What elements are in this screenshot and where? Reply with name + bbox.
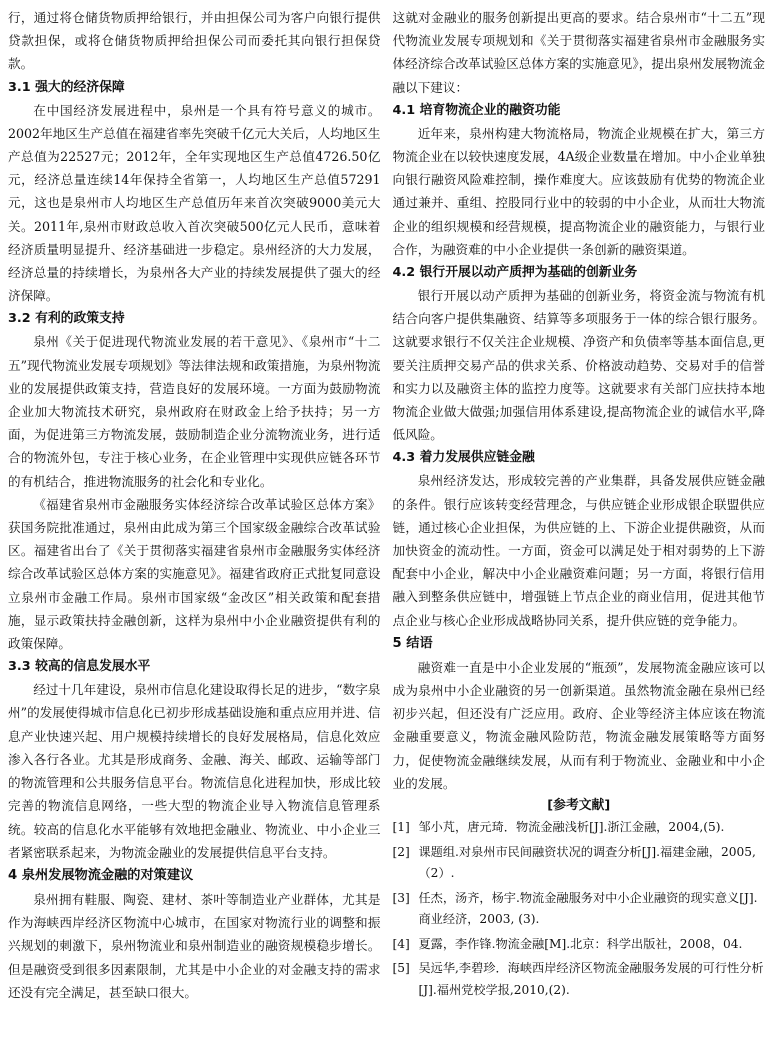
section-4-2-paragraph: 银行开展以动产质押为基础的创新业务，将资金流与物流有机结合向客户提供集融资、结算等多项服务于一体的综合银行服务。这就要求银行不仅关注企业规模、净资产和负债率等基本面信息,更要关注质押交易产品的供求关系、价格波动趋势、交易对手的信誉和实力以及融资主体的监控力度等。这就要求有关部门应扶持本地物流企业做大做强;加强信用体系建设,提高物流企业的诚信水平,降低风险。 xyxy=(392,288,765,443)
references-heading: [参考文献] xyxy=(547,798,611,814)
reference-number: [2] xyxy=(392,844,410,859)
section-3-1-heading: 3.1 强大的经济保障 xyxy=(8,79,125,95)
section-5-paragraph: 融资难一直是中小企业发展的“瓶颈”，发展物流金融应该可以成为泉州中小企业融资的另一创新渠道。虽然物流金融在泉州已经初步兴起，但还没有广泛应用。政府、企业等经济主体应该在物流金融重要意义，物流金融风险防范，物流金融发展策略等方面努力，促使物流金融继续发展，从而有利于物流业、金融业和中小企业的发展。 xyxy=(392,659,765,791)
reference-item xyxy=(393,842,766,885)
reference-item xyxy=(393,817,766,839)
paragraph-continued: 这就对金融业的服务创新提出更高的要求。结合泉州市“十二五”现代物流业发展专项规划和《关于贯彻落实福建省泉州市金融服务实体经济综合改革试验区总体方案的实施意见》，提出泉州发展物流金融以下建议： xyxy=(392,10,765,95)
section-3-2-paragraph-1: 泉州《关于促进现代物流业发展的若干意见》、《泉州市“十二五”现代物流业发展专项规划》等法律法规和政策措施，为泉州物流业的发展提供政策支持，营造良好的发展环境。一方面为鼓励物流企业加大物流技术研究，泉州政府在财政金上给予扶持；另一方面，为促进第三方物流发展，鼓励制造企业分流物流业务，进行适合的物流外包，专注于核心业务，在企业管理中实现供应链各环节的有机结合，推进物流服务的社会化和专业化。 xyxy=(8,334,381,489)
paragraph-continued: 行，通过将仓储货物质押给银行，并由担保公司为客户向银行提供贷款担保，或将仓储货物质押给担保公司而委托其向银行担保贷款。 xyxy=(8,10,381,72)
reference-number: [4] xyxy=(392,936,410,951)
section-4-heading: 4 泉州发展物流金融的对策建议 xyxy=(8,867,194,883)
section-4-3-heading: 4.3 着力发展供应链金融 xyxy=(392,450,535,466)
right-column xyxy=(393,6,766,1046)
references-list xyxy=(393,817,766,1001)
reference-text: 邹小芃，唐元琦．物流金融浅析[J].浙江金融，2004,(5). xyxy=(418,820,725,835)
reference-text: 吴远华,李碧珍．海峡西岸经济区物流金融服务发展的可行性分析[J].福州党校学报,2010,(2). xyxy=(418,961,764,997)
reference-text: 任杰，汤齐，杨宇.物流金融服务对中小企业融资的现实意义[J].商业经济，2003, (3). xyxy=(418,890,758,927)
reference-text: 课题组.对泉州市民间融资状况的调查分析[J].福建金融，2005,（2）. xyxy=(418,844,756,881)
reference-number: [1] xyxy=(392,820,410,835)
section-4-paragraph: 泉州拥有鞋服、陶瓷、建材、茶叶等制造业产业群体，尤其是作为海峡西岸经济区物流中心城市，在国家对物流行业的调整和振兴规划的刺激下，泉州物流业和泉州制造业的融资规模稳步增长。但是融资受到很多因素限制，尤其是中小企业的对金融支持的需求还没有完全满足，甚至缺口很大。 xyxy=(8,891,381,1000)
section-3-2-heading: 3.2 有利的政策支持 xyxy=(8,311,125,327)
reference-number: [3] xyxy=(392,890,410,905)
section-3-1-paragraph: 在中国经济发展进程中，泉州是一个具有符号意义的城市。2002年地区生产总值在福建省率先突破千亿元大关后，人均地区生产总值为22527元；2012年，全年实现地区生产总值4726.50亿元，经济总量连续14年保持全省第一，人均地区生产总值57291元，这也是泉州市人均地区生产总值历年来首次突破9000美元大关。2011年,泉州市财政总收入首次突破500亿元人民币，意味着经济质量明显提升、经济基础进一步稳定。泉州经济的大力发展，经济总量的持续增长，为泉州各大产业的持续发展提供了强大的经济保障。 xyxy=(8,102,381,304)
reference-text: 夏露，李作锋.物流金融[M].北京：科学出版社，2008，04. xyxy=(418,936,743,951)
section-3-3-paragraph: 经过十几年建设，泉州市信息化建设取得长足的进步，“数字泉州”的发展使得城市信息化已初步形成基础设施和重点应用并进、信息产业快速兴起、用户规模持续增长的良好发展格局，信息化效应渗入各行各业。尤其是形成商务、金融、海关、邮政、运输等部门的物流管理和公共服务信息平台。物流信息化进程加快，形成比较完善的物流信息网络，一些大型的物流企业导入物流信息管理系统。较高的信息化水平能够有效地把金融业、物流业、中小企业三者紧密联系起来，为物流金融业的发展提供信息平台支持。 xyxy=(8,682,381,860)
left-column xyxy=(8,6,381,1046)
section-5-heading: 5 结语 xyxy=(392,635,433,651)
section-4-1-paragraph: 近年来，泉州构建大物流格局，物流企业规模在扩大，第三方物流企业在以较快速度发展，4A级企业数量在增加。中小企业单独向银行融资风险难控制，操作难度大。应该鼓励有优势的物流企业通过兼并、重组、控股同行业中的较弱的中小企业，从而壮大物流企业的组织规模和经营规模，提高物流企业的融资能力，与银行业合作，为融资难的中小企业提供一条创新的融资渠道。 xyxy=(392,125,765,257)
reference-item xyxy=(393,958,766,1001)
reference-item xyxy=(393,934,766,956)
reference-number: [5] xyxy=(392,961,410,976)
section-3-2-paragraph-2: 《福建省泉州市金融服务实体经济综合改革试验区总体方案》获国务院批准通过，泉州由此成为第三个国家级金融综合改革试验区。福建省出台了《关于贯彻落实福建省泉州市金融服务实体经济综合改革试验区总体方案的实施意见》。福建省政府正式批复同意设立泉州市金融工作局。泉州市国家级“金改区”相关政策和配套措施，显示政策扶持金融创新，这样为泉州中小企业融资提供有利的政策保障。 xyxy=(8,496,381,652)
reference-item xyxy=(393,888,766,931)
section-4-1-heading: 4.1 培育物流企业的融资功能 xyxy=(392,102,561,118)
section-3-3-heading: 3.3 较高的信息发展水平 xyxy=(8,659,151,675)
section-4-3-paragraph: 泉州经济发达，形成较完善的产业集群，具备发展供应链金融的条件。银行应该转变经营理念，与供应链企业形成银企联盟供应链，通过核心企业担保，为供应链的上、下游企业提供融资，从而加快资金的流动性。一方面，资金可以满足处于相对弱势的上下游配套中小企业，解决中小企业融资难问题；另一方面，将银行信用融入到整条供应链中，增强链上节点企业的商业信用，促进其他节点企业与核心企业形成战略协同关系，提升供应链的竞争能力。 xyxy=(392,473,765,628)
section-4-2-heading: 4.2 银行开展以动产质押为基础的创新业务 xyxy=(392,265,638,281)
